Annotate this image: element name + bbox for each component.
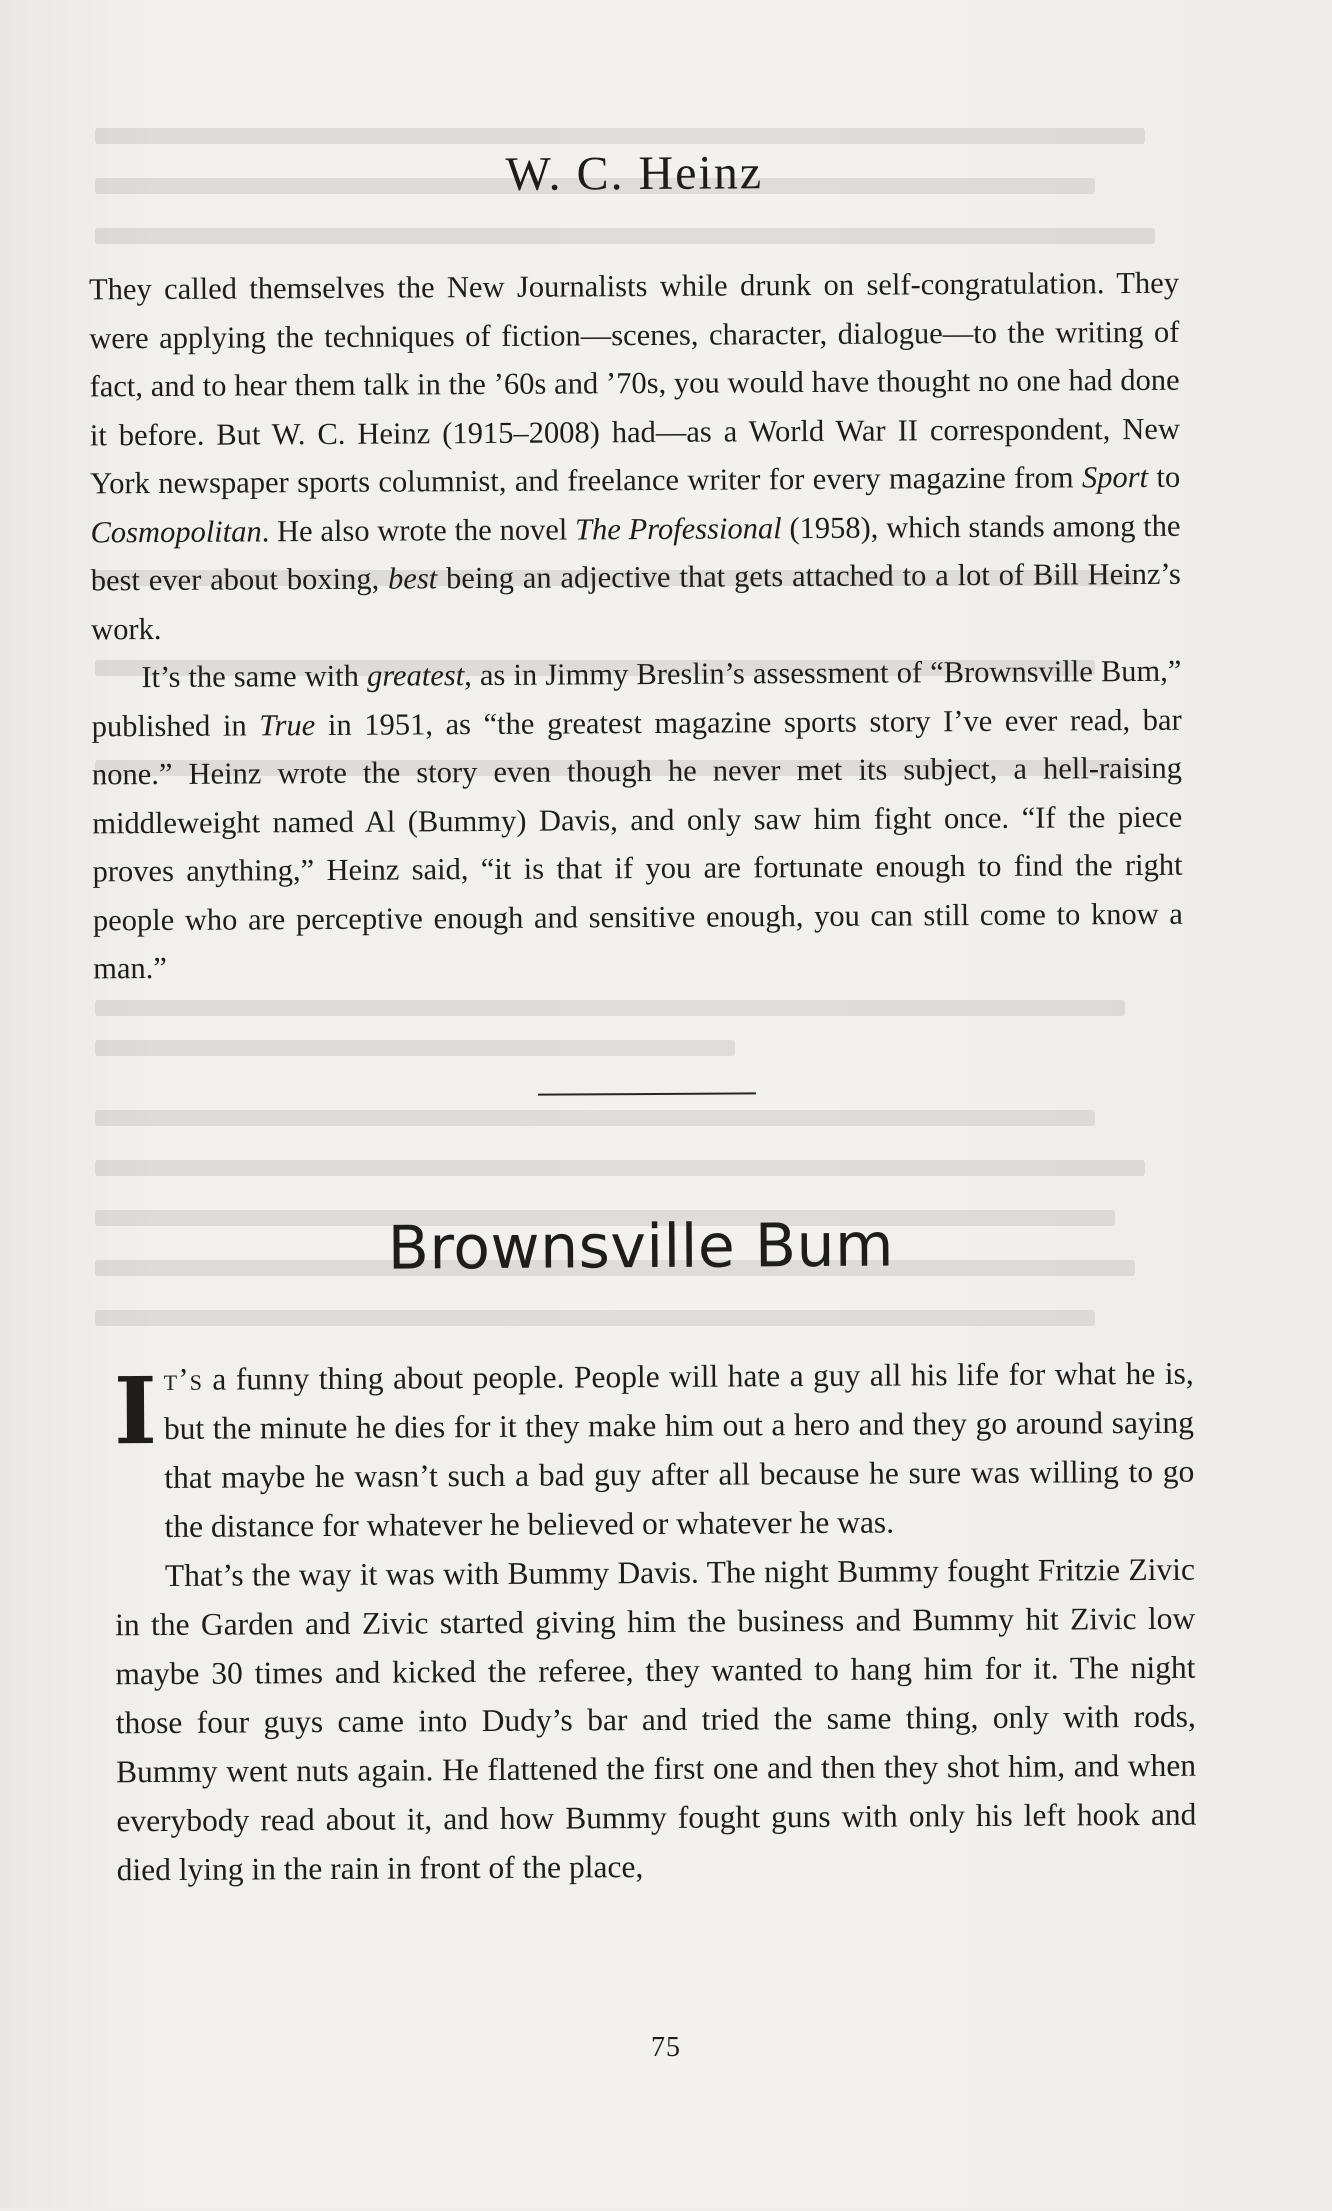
intro-paragraph-2: It’s the same with greatest, as in Jimmy Breslin’s assessment of “Brownsville Bum,” published in True in 1951, as “the greatest magazine sports story I’ve ever read, bar none.” Heinz wrote the story even though he never met its subject, a hell-raising middleweight named Al (Bummy) Davis, and only saw him fight once. “If the piece proves anything,” Heinz said, “it is that if you are fortunate enough to find the right people who are perceptive enough and sensitive enough, you can still come to know a man.” xyxy=(91,653,1183,986)
author-heading: W. C. Heinz xyxy=(505,146,764,201)
section-divider xyxy=(538,1092,756,1095)
story-paragraph-2: That’s the way it was with Bummy Davis. The night Bummy fought Fritzie Zivic in the Garden and Zivic started giving him the business and Bummy hit Zivic low maybe 30 times and kicked the referee, they wanted to hang him for it. The night those four guys came into Dudy’s bar and tried the same thing, only with rods, Bummy went nuts again. He flattened the first one and then they shot him, and when everybody read about it, and how Bummy fought guns with only his left hook and died lying in the rain in front of the place, xyxy=(115,1551,1197,1888)
story-paragraph-1: t’s a funny thing about people. People will hate a guy all his life for what he is, but the minute he dies for it they make him out a hero and they go around saying that maybe he wasn’t such a bad guy after all because he sure was willing to go the distance for whatever he believed or whatever he was. xyxy=(163,1355,1195,1544)
small-caps-opening: t’s xyxy=(163,1361,203,1397)
story-title: Brownsville Bum xyxy=(387,1210,895,1284)
story-body xyxy=(114,1349,1197,1895)
page-content xyxy=(83,0,1216,2211)
intro-paragraph-1: They called themselves the New Journalists while drunk on self-congratulation. They were applying the techniques of fiction—scenes, character, dialogue—to the writing of fact, and to hear them talk in the ’60s and ’70s, you would have thought no one had done it before. But W. C. Heinz (1915–2008) had—as a World War II correspondent, New York newspaper sports columnist, and freelance writer for every magazine from Sport to Cosmopolitan. He also wrote the novel The Professional (1958), which stands among the best ever about boxing, best being an adjective that gets attached to a lot of Bill Heinz’s work. xyxy=(88,265,1181,646)
author-introduction xyxy=(89,259,1183,993)
drop-cap: I xyxy=(113,1357,158,1466)
page-number: 75 xyxy=(651,2032,681,2063)
